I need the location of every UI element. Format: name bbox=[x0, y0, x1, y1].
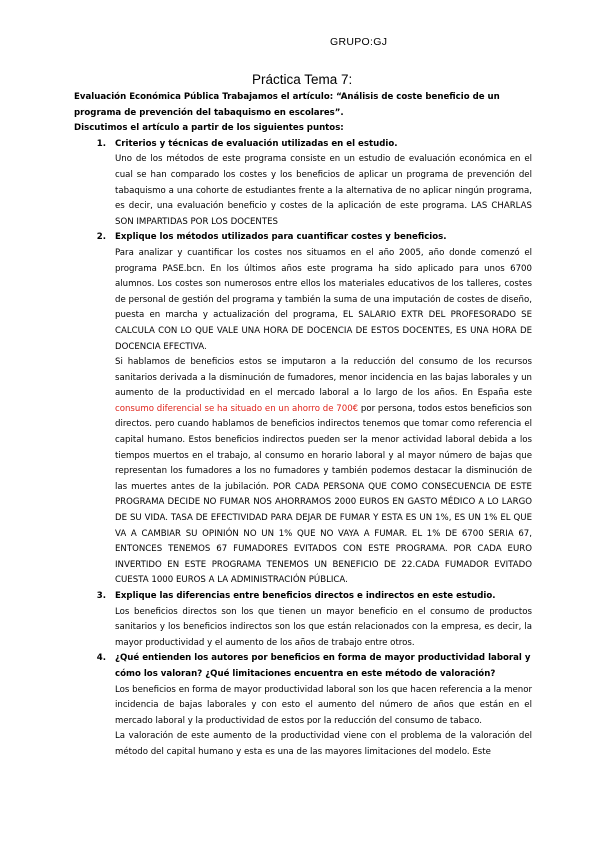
group-label: GRUPO:GJ bbox=[330, 36, 388, 48]
question-text: ¿Qué entienden los autores por beneficios en forma de mayor productividad laboral y cómo los valoran? ¿Qué limitaciones encuentra en este método de valoración? bbox=[115, 653, 531, 679]
answer-paragraph: Los beneficios directos son los que tienen un mayor beneficio en el consumo de productos sanitarios y los beneficios indirectos son los que están relacionados con la empresa, es decir, la mayor productividad y el aumento de los años de trabajo entre otros. bbox=[115, 606, 532, 648]
question-4 bbox=[74, 651, 532, 760]
intro-line: Evaluación Económica Pública Trabajamos el artículo: “Análisis de coste beneficio de un programa de prevención del tabaquismo en escolares”. bbox=[74, 92, 500, 118]
answer-paragraph: Los beneficios en forma de mayor productividad laboral son los que hacen referencia a la menor incidencia de bajas laborales y con esto el aumento del número de años que están en el mercado laboral y la productividad de estos por la reducción del consumo de tabaco. bbox=[115, 684, 532, 726]
question-number: 4. bbox=[96, 653, 106, 664]
question-text: Criterios y técnicas de evaluación utilizadas en el estudio. bbox=[115, 138, 398, 149]
intro-prompt: Discutimos el artículo a partir de los siguientes puntos: bbox=[74, 123, 344, 134]
page-title: Práctica Tema 7: bbox=[252, 72, 353, 87]
question-number: 3. bbox=[96, 591, 106, 601]
answer-paragraph bbox=[115, 355, 532, 589]
highlighted-text: consumo diferencial se ha situado en un ahorro de 700€ bbox=[115, 403, 359, 414]
answer-paragraph: La valoración de este aumento de la productividad viene con el problema de la valoración del método del capital humano y esta es una de las mayores limitaciones del modelo. Este bbox=[115, 731, 532, 757]
question-number: 1. bbox=[96, 138, 106, 149]
question-3 bbox=[74, 589, 532, 651]
question-number: 2. bbox=[96, 232, 106, 243]
question-2 bbox=[74, 230, 532, 589]
question-text: Explique los métodos utilizados para cuantificar costes y beneficios. bbox=[115, 232, 447, 243]
answer-paragraph: Uno de los métodos de este programa consiste en un estudio de evaluación económica en el cual se han comparado los costes y los beneficios de aplicar un programa de prevención del tabaquismo a una cohorte de estudiantes frente a la alternativa de no aplicar ningún programa, es decir, una evaluación beneficio y costes de la aplicación de este programa. LAS CHARLAS SON IMPARTIDAS POR LOS DOCENTES bbox=[115, 154, 532, 227]
answer-paragraph: Para analizar y cuantificar los costes nos situamos en el año 2005, año donde comenzó el programa PASE.bcn. En los últimos años este programa ha sido aplicado para unos 6700 alumnos. Los costes son numerosos entre ellos los materiales educativos de los talleres, costes de personal de gestión del programa y también la suma de una imputación de costes de diseño, puesta en marcha y actualización del programa, EL SALARIO EXTR DEL PROFESORADO SE CALCULA CON LO QUE VALE UNA HORA DE DOCENCIA DE ESTOS DOCENTES, ES UNA HORA DE DOCENCIA EFECTIVA. bbox=[115, 247, 532, 352]
document-body bbox=[74, 90, 532, 761]
question-text: Explique las diferencias entre beneficios directos e indirectos en este estudio. bbox=[115, 591, 496, 601]
question-1 bbox=[74, 137, 532, 231]
answer-text: por persona, todos estos beneficios son directos. pero cuando hablamos de beneficios indirectos tenemos que tomar como referencia el capital humano. Estos beneficios indirectos pueden ser la menor actividad laboral debida a los tiempos muertos en el trabajo, al consumo en horario laboral y al mayor número de bajas que representan los fumadores a los no fumadores y también podemos destacar la disminución de las muertes antes de la jubilación. POR CADA PERSONA QUE COMO CONSECUENCIA DE ESTE PROGRAMA DECIDE NO FUMAR NOS AHORRAMOS 2000 EUROS EN GASTO MÉDICO A LO LARGO DE SU VIDA. TASA DE EFECTIVIDAD PARA DEJAR DE FUMAR Y ESTA ES UN 1%, ES UN 1% EL QUE VA A CAMBIAR SU OPINIÓN NO UN 1% QUE NO VAYA A FUMAR. EL 1% DE 6700 SERIA 67, ENTONCES TENEMOS 67 FUMADORES EVITADOS CON ESTE PROGRAMA. POR CADA EURO INVERTIDO EN ESTE PROGRAMA TENEMOS UN BENEFICIO DE 22.CADA FUMADOR EVITADO CUESTA 1000 EUROS A LA ADMINISTRACIÓN PÚBLICA. bbox=[115, 403, 532, 586]
answer-text: Si hablamos de beneficios estos se imputaron a la reducción del consumo de los recursos sanitarios derivada a la disminución de fumadores, menor incidencia en las bajas laborales y un aumento de la productividad en el mercado laboral a lo largo de los años. En España este bbox=[115, 357, 532, 399]
